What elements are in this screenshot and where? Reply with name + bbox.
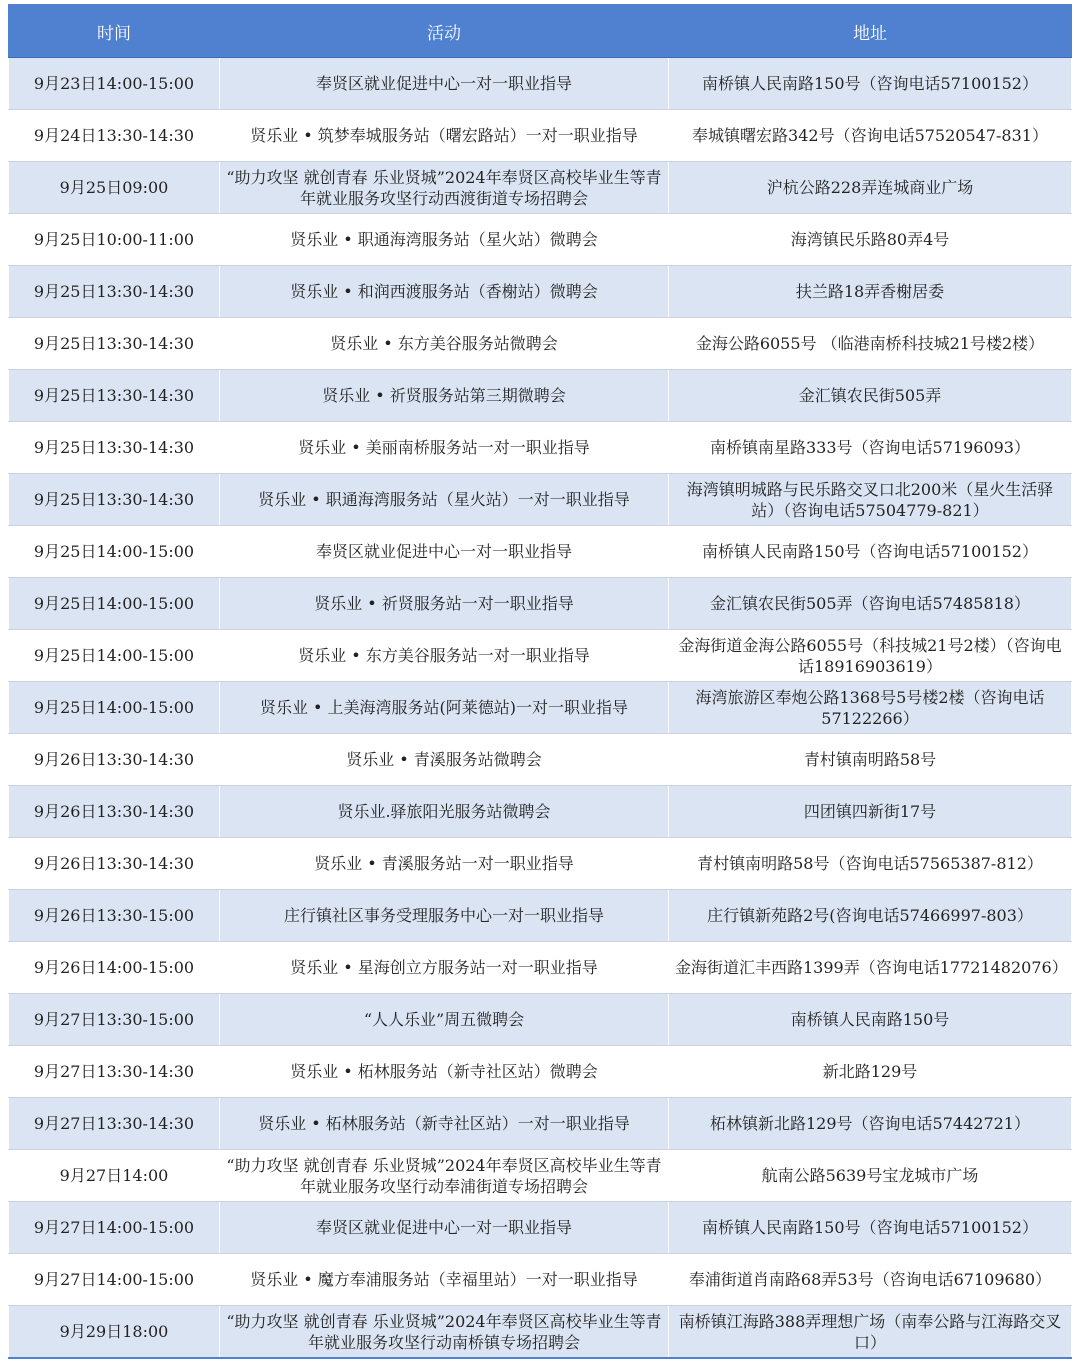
header-time: 时间 <box>9 5 220 58</box>
cell-time: 9月26日13:30-14:30 <box>9 786 220 838</box>
cell-activity: “助力攻坚 就创青春 乐业贤城”2024年奉贤区高校毕业生等青年就业服务攻坚行动奉浦街道专场招聘会 <box>220 1150 669 1202</box>
cell-time: 9月27日14:00 <box>9 1150 220 1202</box>
cell-time: 9月25日14:00-15:00 <box>9 682 220 734</box>
cell-time: 9月26日14:00-15:00 <box>9 942 220 994</box>
cell-address: 南桥镇人民南路150号（咨询电话57100152） <box>669 1202 1072 1254</box>
table-row <box>9 370 1072 422</box>
cell-address: 南桥镇人民南路150号 <box>669 994 1072 1046</box>
cell-address: 柘林镇新北路129号（咨询电话57442721） <box>669 1098 1072 1150</box>
cell-activity: 奉贤区就业促进中心一对一职业指导 <box>220 1202 669 1254</box>
table-row <box>9 942 1072 994</box>
cell-address: 南桥镇人民南路150号（咨询电话57100152） <box>669 58 1072 110</box>
header-row <box>9 5 1072 58</box>
cell-activity: 贤乐业 • 青溪服务站微聘会 <box>220 734 669 786</box>
cell-address: 金海街道金海公路6055号（科技城21号2楼）（咨询电话18916903619） <box>669 630 1072 682</box>
table-row <box>9 1254 1072 1306</box>
cell-time: 9月25日13:30-14:30 <box>9 318 220 370</box>
cell-activity: 奉贤区就业促进中心一对一职业指导 <box>220 58 669 110</box>
table-row <box>9 1150 1072 1202</box>
cell-activity: 贤乐业 • 东方美谷服务站一对一职业指导 <box>220 630 669 682</box>
cell-activity: 奉贤区就业促进中心一对一职业指导 <box>220 526 669 578</box>
cell-activity: 贤乐业 • 和润西渡服务站（香榭站）微聘会 <box>220 266 669 318</box>
cell-address: 沪杭公路228弄连城商业广场 <box>669 162 1072 214</box>
cell-time: 9月27日13:30-15:00 <box>9 994 220 1046</box>
table-header <box>9 5 1072 58</box>
cell-time: 9月27日14:00-15:00 <box>9 1202 220 1254</box>
cell-address: 南桥镇南星路333号（咨询电话57196093） <box>669 422 1072 474</box>
table-row <box>9 682 1072 734</box>
cell-address: 庄行镇新苑路2号(咨询电话57466997-803） <box>669 890 1072 942</box>
table-row <box>9 214 1072 266</box>
cell-address: 奉城镇曙宏路342号（咨询电话57520547-831） <box>669 110 1072 162</box>
cell-time: 9月25日13:30-14:30 <box>9 266 220 318</box>
cell-address: 海湾镇民乐路80弄4号 <box>669 214 1072 266</box>
cell-time: 9月25日13:30-14:30 <box>9 422 220 474</box>
cell-address: 青村镇南明路58号 <box>669 734 1072 786</box>
cell-address: 四团镇四新街17号 <box>669 786 1072 838</box>
table-row <box>9 162 1072 214</box>
cell-time: 9月27日13:30-14:30 <box>9 1098 220 1150</box>
cell-time: 9月25日10:00-11:00 <box>9 214 220 266</box>
table-row <box>9 266 1072 318</box>
cell-activity: 贤乐业 • 祈贤服务站第三期微聘会 <box>220 370 669 422</box>
cell-time: 9月27日14:00-15:00 <box>9 1254 220 1306</box>
table-row <box>9 318 1072 370</box>
cell-address: 奉浦街道肖南路68弄53号（咨询电话67109680） <box>669 1254 1072 1306</box>
header-activity: 活动 <box>220 5 669 58</box>
cell-address: 南桥镇江海路388弄理想广场（南奉公路与江海路交叉口） <box>669 1306 1072 1359</box>
cell-address: 青村镇南明路58号（咨询电话57565387-812） <box>669 838 1072 890</box>
table-row <box>9 1202 1072 1254</box>
table-body <box>9 58 1072 1359</box>
cell-time: 9月25日09:00 <box>9 162 220 214</box>
schedule-table <box>8 4 1072 1359</box>
cell-activity: “助力攻坚 就创青春 乐业贤城”2024年奉贤区高校毕业生等青年就业服务攻坚行动南桥镇专场招聘会 <box>220 1306 669 1359</box>
cell-time: 9月29日18:00 <box>9 1306 220 1359</box>
cell-address: 海湾镇明城路与民乐路交叉口北200米（星火生活驿站）（咨询电话57504779-821） <box>669 474 1072 526</box>
cell-time: 9月25日14:00-15:00 <box>9 630 220 682</box>
cell-activity: 贤乐业 • 魔方奉浦服务站（幸福里站）一对一职业指导 <box>220 1254 669 1306</box>
cell-time: 9月26日13:30-15:00 <box>9 890 220 942</box>
cell-time: 9月25日14:00-15:00 <box>9 578 220 630</box>
table-row <box>9 110 1072 162</box>
cell-address: 金汇镇农民街505弄（咨询电话57485818） <box>669 578 1072 630</box>
cell-address: 金海公路6055号 （临港南桥科技城21号楼2楼） <box>669 318 1072 370</box>
table-row <box>9 1046 1072 1098</box>
cell-activity: 贤乐业 • 祈贤服务站一对一职业指导 <box>220 578 669 630</box>
cell-time: 9月25日14:00-15:00 <box>9 526 220 578</box>
table-row <box>9 838 1072 890</box>
table-row <box>9 526 1072 578</box>
cell-activity: “助力攻坚 就创青春 乐业贤城”2024年奉贤区高校毕业生等青年就业服务攻坚行动西渡街道专场招聘会 <box>220 162 669 214</box>
cell-time: 9月26日13:30-14:30 <box>9 734 220 786</box>
header-address: 地址 <box>669 5 1072 58</box>
cell-address: 扶兰路18弄香榭居委 <box>669 266 1072 318</box>
cell-address: 航南公路5639号宝龙城市广场 <box>669 1150 1072 1202</box>
table-row <box>9 890 1072 942</box>
cell-address: 金汇镇农民街505弄 <box>669 370 1072 422</box>
cell-address: 金海街道汇丰西路1399弄（咨询电话17721482076） <box>669 942 1072 994</box>
table-row <box>9 578 1072 630</box>
table-row <box>9 1098 1072 1150</box>
table-row <box>9 994 1072 1046</box>
cell-time: 9月26日13:30-14:30 <box>9 838 220 890</box>
cell-address: 海湾旅游区奉炮公路1368号5号楼2楼（咨询电话57122266） <box>669 682 1072 734</box>
table-row <box>9 734 1072 786</box>
table-row <box>9 786 1072 838</box>
cell-activity: 庄行镇社区事务受理服务中心一对一职业指导 <box>220 890 669 942</box>
cell-activity: 贤乐业 • 星海创立方服务站一对一职业指导 <box>220 942 669 994</box>
table-row <box>9 474 1072 526</box>
cell-address: 新北路129号 <box>669 1046 1072 1098</box>
cell-activity: 贤乐业 • 上美海湾服务站(阿莱德站)一对一职业指导 <box>220 682 669 734</box>
cell-activity: 贤乐业 • 柘林服务站（新寺社区站）一对一职业指导 <box>220 1098 669 1150</box>
cell-time: 9月25日13:30-14:30 <box>9 474 220 526</box>
table-row <box>9 422 1072 474</box>
table-row <box>9 58 1072 110</box>
cell-activity: 贤乐业 • 职通海湾服务站（星火站）微聘会 <box>220 214 669 266</box>
cell-time: 9月27日13:30-14:30 <box>9 1046 220 1098</box>
cell-activity: 贤乐业 • 筑梦奉城服务站（曙宏路站）一对一职业指导 <box>220 110 669 162</box>
cell-activity: 贤乐业 • 青溪服务站一对一职业指导 <box>220 838 669 890</box>
cell-activity: 贤乐业 • 柘林服务站（新寺社区站）微聘会 <box>220 1046 669 1098</box>
table-row <box>9 630 1072 682</box>
cell-time: 9月24日13:30-14:30 <box>9 110 220 162</box>
cell-activity: 贤乐业 • 美丽南桥服务站一对一职业指导 <box>220 422 669 474</box>
cell-activity: 贤乐业 • 职通海湾服务站（星火站）一对一职业指导 <box>220 474 669 526</box>
cell-activity: 贤乐业 • 东方美谷服务站微聘会 <box>220 318 669 370</box>
cell-activity: 贤乐业.驿旅阳光服务站微聘会 <box>220 786 669 838</box>
cell-address: 南桥镇人民南路150号（咨询电话57100152） <box>669 526 1072 578</box>
cell-activity: “人人乐业”周五微聘会 <box>220 994 669 1046</box>
table-row <box>9 1306 1072 1359</box>
cell-time: 9月23日14:00-15:00 <box>9 58 220 110</box>
cell-time: 9月25日13:30-14:30 <box>9 370 220 422</box>
schedule-table-container <box>8 4 1071 1359</box>
